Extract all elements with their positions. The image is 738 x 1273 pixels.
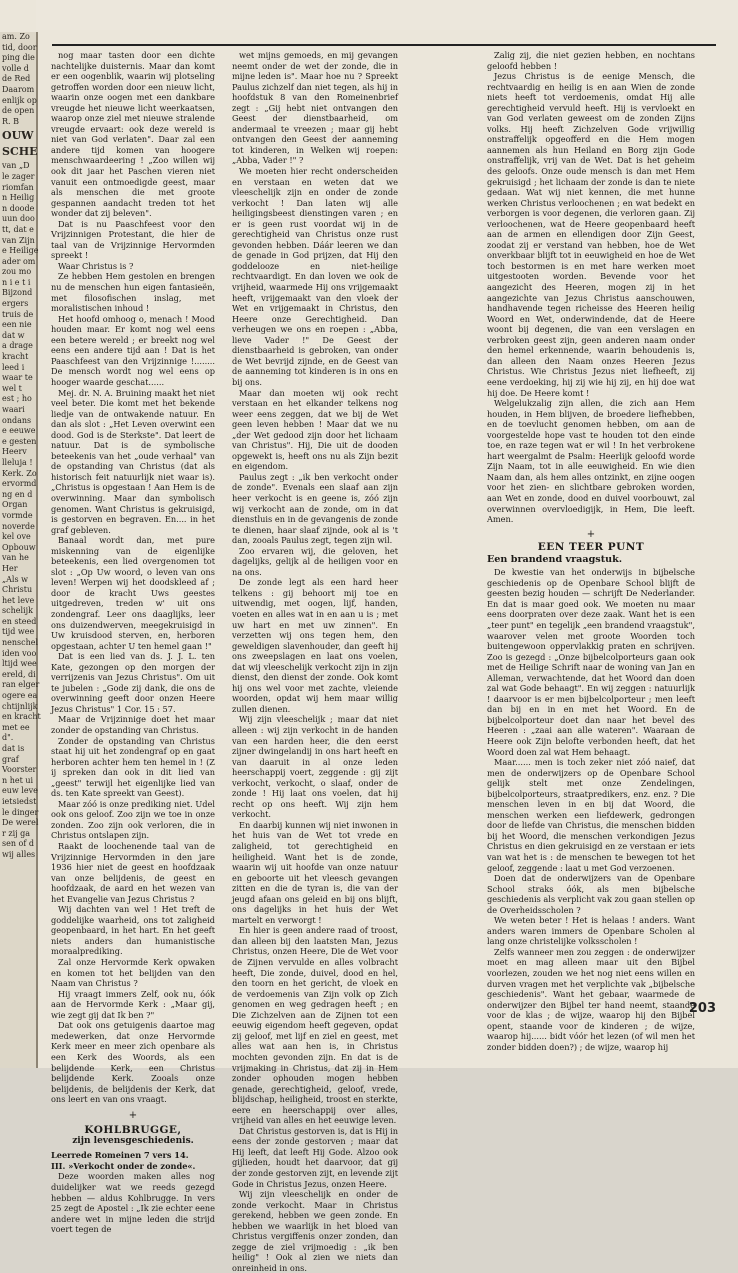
prev-page-fragment: ogere ea [2,691,38,701]
prev-page-fragment: tt, dat e [2,224,34,234]
col1-paragraph: Zonder de opstanding van Christus staat hij uit het zondengraf op en gaat herboren achter hem ten hemel in ! (Z ij spreken dan ook in dit lied van „geest" terwijl het eigenlijke lied van ds. ten Kate spreekt van Geest). [51,735,215,799]
prev-page-fragment: het leve [2,595,35,605]
prev-page-fragment: wij alles [2,849,36,859]
col1-paragraph: Dat ook ons getuigenis daartoe mag medewerken, dat onze Hervormde Kerk meer en meer zich openbare als een Kerk des Woords, als een belijdende Kerk, een Christus belijdende Kerk. Zooals onze belijdenis, de belijdenis der Kerk, dat ons leert en van ons vraagt. [51,1020,215,1105]
prev-page-fragment: SCHE [2,145,38,159]
col1-paragraph: Raakt de loochenende taal van de Vrijzinnige Hervormden in den jare 1936 hier niet de geest en hoofdzaak van onze belijdenis, de geest en hoofdzaak, de aard en het wezen van het Evangelie van Jezus Christus ? [51,841,215,904]
prev-page-fragment: ader om [2,256,36,266]
col1-paragraph: Maar zóó is onze prediking niet. Udel ook ons geloof. Zoo zijn we toe in onze zonden. Zoo zijn ook verloren, die in Christus ontslapen zijn. [51,798,215,841]
prev-page-fragment: lleluja ! [2,457,33,467]
col1-paragraph: Wij dachten van wel ! Het treft de goddelijke waarheid, ons tot zaligheid geopenbaard, in het hart. En het geeft niets anders dan humanistische moraalprediking. [51,904,215,957]
col3-head: Een brandend vraagstuk. [487,553,623,565]
col1-plus: + [128,1109,138,1121]
prev-page-fragment: e Heilige [2,246,39,256]
col2-paragraph: De zonde legt als een hard heer telkens : gij behoort mij toe en uitwendig, met oogen, lijf, handen, voeten en alles wat in en aan u is ; met uw hart en met uw zinnen". En verzetten wij ons tegen hem, den geweldigen slavenhouder, dan geeft hij ons zweepslagen en laat ons voelen, dat wij vleeschelijk verkocht zijn in zijn dienst, den dienst der zonde. Ook komt hij ons wel voor met zachte, vleiende woorden, opdat wij hem maar willig zullen dienen. [232,577,398,714]
col1-paragraph: Maar de Vrijzinnige doet het maar zonder de opstanding van Christus. [51,714,215,735]
prev-page-fragment: est ; ho [2,394,32,404]
prev-page-fragment: ng en d [2,489,33,499]
prev-page-fragment: dat is [2,744,25,753]
prev-page-fragment: van he [2,553,29,563]
prev-page-fragment: R. B [2,116,19,126]
col3-paragraph: Zalig zij, die niet gezien hebben, en nochtans geloofd hebben ! [487,50,695,71]
col1-paragraph: Mej. dr. N. A. Bruining maakt het niet veel beter. Die komt met het bekende liedje van de ontwakende natuur. En dan als slot : „Het Leven overwint een dood. God is de Sterkste". Dat leert de natuur. Dat is de symbolische beteekenis van het „oude verhaal" van de opstanding van Christus (dat als historisch feit natuurlijk niet waar is). „Christus is opgestaan ! Aan Hem is de overwinning. Maar dan symbolisch genomen. Want Christus is gekruisigd, is gestorven en begraven. En.... in het graf gebleven. [51,387,215,535]
col1-paragraph: Ze hebben Hem gestolen en brengen nu de menschen hun eigen fantasieën, met filosofischen inslag, met moralistischen inhoud ! [51,271,215,314]
prev-page-fragment: uun doo [2,214,35,224]
col1-lead: Leerrede Romeinen 7 vers 14. [51,1150,189,1161]
prev-page-fragment: Voorster [2,765,37,775]
col1-h3: zijn levensgeschiedenis. [72,1135,194,1146]
prev-page-fragment: kracht [2,352,29,362]
prev-page-fragment: leed i [2,362,25,372]
prev-page-fragment: noverde [2,521,35,531]
article-column-3 [487,50,695,1052]
prev-page-fragment: ergers [2,299,29,309]
prev-page-fragment: van Zijn [2,235,35,245]
prev-page-fragment: graf [2,754,19,764]
prev-page-fragment: ondans [2,415,32,425]
prev-page-fragment: le zager [2,171,35,181]
prev-page-fragment: ervormd [2,479,37,489]
prev-page-fragment: tid, door [2,42,37,52]
prev-page-fragment: zou mo [2,267,32,277]
col1-paragraph: Hij vraagt immers Zelf, ook nu, óók aan de Hervormde Kerk : „Maar gij, wie zegt gij dat Ik ben ?" [51,988,215,1020]
col3-paragraph: Doen dat de onderwijzers van de Openbare School straks óók, als men bijbelsche geschiedenis als verplicht vak zou gaan stellen op de Overheidsscholen ? [487,873,695,915]
prev-page-fragment: volle d [2,63,29,73]
col3-paragraph: Zelfs wanneer men zou zeggen : de onderwijzer moet en mag alleen maar uit den Bijbel voorlezen, zouden we het nog niet eens willen en durven vragen met het verplichte vak „bijbelsche geschiedenis". Want het gebaar, waarmede de onderwijzer den Bijbel ter hand neemt, staande voor de klas ; de wijze, waarop hij den Bijbel opent, staande voor de kinderen ; de wijze, waarop hij...... bidt vóór het lezen (of wil men het zonder bidden doen?) ; de wijze, waarop hij [487,946,695,1052]
top-margin [36,0,738,30]
prev-page-fragment: en steed [2,616,37,626]
col1-paragraph: Dat is nu Paaschfeest voor den Vrijzinnigen Protestant, die hier de taal van de Vrijzinnige Hervormden spreekt ! [51,218,215,261]
col1-paragraph: Dat is een lied van ds. J. J. L. ten Kate, gezongen op den morgen der verrijzenis van Jezus Christus". Om uit te jubelen : „Gode zij dank, die ons de overwinning geeft door onzen Heere Jezus Christus" 1 Cor. 15 : 57. [51,651,215,714]
prev-page-fragment: am. Zo [2,32,30,41]
prev-page-fragment: kel ove [2,532,31,542]
prev-page-fragment: met ee [2,722,30,732]
col1-paragraph: Banaal wordt dan, met pure miskenning van de eigenlijke beteekenis, een lied overgenomen tot slot : „Op Uw woord, o leven van ons leven! Werpen wij het doodskleed af ; door de kracht Uws geestes uitgedreven, treden w' uit ons zondengraf. Leer ons daaglijks, leer ons duizendwerven, meegekruisigd in Uw kruisdood sterven, en, herboren opgestaan, achter U ten hemel gaan !" [51,535,215,651]
prev-page-fragment: sen of d [2,839,34,849]
prev-page-fragment: n doode [2,203,35,213]
prev-page-fragment: ietsiedst [2,796,37,806]
prev-page-fragment: e eeuwe [2,426,36,436]
prev-page-fragment: dat w [2,330,25,340]
col1-paragraph: Zal onze Hervormde Kerk opwaken en komen tot het belijden van den Naam van Christus ? [51,957,215,989]
col2-paragraph: Maar dan moeten wij ook recht verstaan en het elkander telkens nog weer eens zeggen, dat we bij de Wet geen leven hebben ! Maar dat we nu „der Wet gedood zijn door het lichaam van Christus". Hij, Die uit de dooden opgewekt is, heeft ons nu als Zijn bezit en eigendom. [232,387,398,472]
prev-page-fragment: Heerv [2,447,27,457]
prev-page-fragment: Daarom [2,84,35,94]
prev-page-fragment: een nie [2,320,32,330]
header-rule [52,44,716,46]
prev-page-fragment: n Heilig [2,193,35,203]
col2-paragraph: We moeten hier recht onderscheiden en verstaan en weten dat we vleeschelijk zijn en onder de zonde verkocht ! Dan laten wij alle heiligingsbeest dienstingen varen ; en er is geen rust voordat wij in de gerechtigheid van Christus onze rust gevonden hebben. Dáár leeren we dan de genade in God prijzen, dat Hij den goddelooze en niet-heilige rechtvaardigt. En dan loven we ook de vrijheid, waarmede Hij ons vrijgemaakt heeft, vrijgemaakt van den vloek der Wet en vrijgemaakt in Christus, den Heere onze Gerechtigheid. Dan verheugen we ons en roepen : „Abba, lieve Vader !" De Geest der dienstbaarheid is gebroken, van onder de Wet bevrijd zijnde, en de Geest van de aanneming tot kinderen is in ons en bij ons. [232,166,398,387]
article-column-1 [51,50,215,1235]
prev-page-fragment: „Als w [2,574,28,584]
col2-paragraph: En daarbij kunnen wij niet inwonen in het huis van de Wet tot vrede en zaligheid, tot gerechtigheid en heiligheid. Want het is de zonde, waarin wij uit hoofde van onze natuur en geboorte uit het vleesch gevangen zitten en die de tyran is, die van der jeugd afaan ons geleid en bij ons blijft, ons dagelijks in het huis der Wet martelt en verworgt ! [232,819,398,925]
prev-page-fragment: riomfan [2,182,34,192]
col1-lead: III. »Verkocht onder de zonde«. [51,1160,196,1171]
col1-paragraph: Deze woorden maken alles nog duidelijker wat we reeds gezegd hebben — aldus Kohlbrugge. In vers 25 zegt de Apostel : „Ik zie echter eene andere wet in mijne leden die strijd voert tegen de [51,1171,215,1235]
article-column-2 [232,50,398,1273]
col3-paragraph: Jezus Christus is de eenige Mensch, die rechtvaardig en heilig is en aan Wien de zonde niets heeft tot verdoemenis, omdat Hij alle gerechtigheid vervuld heeft. Hij is vervloekt en van God verlaten geweest om de zonden Zijns volks. Hij heeft Zichzelven Gode vrijwillig onstraffelijk opgeofferd en die Hem mogen aannemen als hun Heiland en Borg zijn Gode onstraffelijk, vrij van de Wet. Dat is het geheim des geloofs. Onze oude mensch is dan met Hem gekruisigd ; het lichaam der zonde is dan te niete gedaan. Wat wij niet kennen, die met hunne werken Christus verloochenen ; en wat bedekt en verborgen is voor degenen, die verloren gaan. Zij verloochenen, wat de Heere geopenbaard heeft aan de armen en ellendigen door Zijn Geest, zoodat zij er verstand van hebben, hoe de Wet onverkbaar blijft tot in eeuwigheid en hoe de Wet toch bestormen is en met hare werken moet uitgestooten worden. Bevende voor het aangezicht des Heeren, mogen zij in het aangezichte van Jezus Christus aanschouwen, handhavende tegen richeisse des Heeren heilig Woord en Wet, onderwindende, dat de Heere woont bij degenen, die van een verslagen en verbroken geest zijn, geen anderen naam onder den hemel erkennende, waarin behoudenis is, dan alleen den Naam onzes Heeren Jezus Christus. Wie Christus Jezus niet liefheeft, zij eene verdoeking, hij zij wie hij zij, en hij doe wat hij doe. De Heere komt ! [487,71,695,398]
prev-page-fragment: ran elger [2,680,40,690]
page-number: 203 [688,1001,716,1016]
prev-page-fragment: ltijd wee [2,659,37,669]
prev-page-fragment: Organ [2,500,28,510]
prev-page-fragment: tijd wee [2,627,35,637]
col1-paragraph: Het hoofd omhoog o, menach ! Mood houden maar. Er komt nog wel eens een betere wereld ; er breekt nog wel eens een andere tijd aan ! Dat is het Paaschfeest van den Vrijzinnige !........ De mensch wordt nog wel eens op hooger waarde geschat...... [51,313,215,387]
col2-paragraph: Zoo ervaren wij, die geloven, het dagelijks, gelijk al de heiligen voor en na ons. [232,545,398,577]
col2-paragraph: Dat Christus gestorven is, dat is Hij in eens der zonde gestorven ; maar dat Hij leeft, dat leeft Hij Gode. Alzoo ook gijlieden, houdt het daarvoor, dat gij der zonde gestorven zijt, en levende zijt Gode in Christus Jezus, onzen Heere. [232,1125,399,1189]
col2-paragraph: Wij zijn vleeschelijk en onder de zonde verkocht. Maar in Christus gerekend, hebben we geen zonde. En hebben we waarlijk in het bloed van Christus vergiffenis onzer zonden, dan zegge de ziel vrijmoedig : „ik ben heilig" ! Ook al zien we niets dan onreinheid in ons. [232,1189,398,1273]
col3-paragraph: De kwestie van het onderwijs in bijbelsche geschiedenis op de Openbare School blijft de geesten bezig houden — schrijft De Nederlander. En dat is maar goed ook. We moeten nu maar eens doorpraten over deze zaak. Want het is een „teer punt" en tegelijk „een brandend vraagstuk", waarover velen met groote Woorden toch buitengewoon oppervlakkig praten en schrijven. Zoo is gezegd : „Onze bijbelcolporteurs gaan ook met de Heilige Schrift naar de woning van Jan en Alleman, verwachtende, dat het Woord dan doen zal wat Gode behaagt". En wij zeggen : natuurlijk ! daarvoor is er men bijbelcolporteur ; men leeft dan bij en in en met het Woord. En de bijbelcolporteur doet dan naar het bevel des Heeren : „zaai aan alle wateren". Waaraan de Heere ook Zijn belofte verbonden heeft, dat het Woord doen zal wat Hem behaagt. [487,567,695,757]
prev-page-fragment: euw leve [2,786,38,796]
prev-page-fragment: vormde [2,510,33,520]
prev-page-fragment: enlijk op [2,95,37,105]
col3-h2: EEN TEER PUNT [537,541,645,554]
col2-paragraph: wet mijns gemoeds, en mij gevangen neemt onder de wet der zonde, die in mijne leden is". Maar hoe nu ? Spreekt Paulus zichzelf dan niet tegen, als hij in hoofdstuk 8 van den Romeinenbrief zegt : „Gij hebt niet ontvangen den Geest der dienstbaarheid, om andermaal te vreezen ; maar gij hebt ontvangen den Geest der aanneming tot kinderen, in Welken wij roepen: „Abba, Vader !" ? [232,50,398,166]
prev-page-fragment: Bijzond [2,288,33,298]
prev-page-fragment: waar te [2,373,33,383]
prev-page-fragment: waari [2,405,25,414]
col2-paragraph: Wij zijn vleeschelijk ; maar dat niet alleen : wij zijn verkocht in de handen van een harden heer, die den eerst zijner dwingelandij in ons hart heeft en van daaruit in al onze leden heerschappij voert, zeggende : gij zijt verkocht, verkocht, o slaaf, onder de zonde ! Hij laat ons voelen, dat hij recht op ons heeft. Wij zijn hem verkocht. [232,714,398,820]
col2-paragraph: Paulus zegt : „ik ben verkocht onder de zonde". Evenals een slaaf aan zijn heer verkocht is en geene is, zóó zijn wij verkocht aan de zonde, om in dat dienstluis en in de gevangenis de zonde te dienen, haar slaaf zijnde, ook al is 't dan, zooals Paulus zegt, tegen zijn wil. [232,471,398,546]
prev-page-fragment: Christu [2,585,33,595]
prev-page-fragment: de open [2,106,35,116]
prev-page-fragment: d". [2,733,14,743]
prev-page-fragment: n het ui [2,775,34,785]
prev-page-fragment: iden voo [2,648,37,658]
prev-page-fragment: ping die [2,53,35,63]
prev-page-fragment: r zij ga [2,828,31,838]
prev-page-fragment: n i e t i [2,277,31,287]
prev-page-fragment: Kerk. Zo [2,468,37,478]
col1-paragraph: nog maar tasten door een dichte nachtelijke duisternis. Maar dan komt er een oogenblik, waarin wij plotseling getroffen worden door een nieuw licht, waarin onze oogen met een dankbare vreugde het nieuwe licht weerkaatsen, waarop onze ziel met nieuwe stralende vreugde ervaart: ook deze wereld is niet van God verlaten". Daar zal een andere tijd komen van hoogere menschwaardeering ! „Zoo willen wij ook dit jaar het Paschen vieren niet vanuit een ontmoedigde geest, maar als menschen die met groote gespannen aandacht treden tot het wonder dat zij beleven". [51,50,215,219]
prev-page-fragment: le dinger [2,807,39,817]
col3-paragraph: Welgelukzalig zijn allen, die zich aan Hem houden, in Hem blijven, de broedere liefhebben, en de toevlucht genomen hebben, om aan de voorgestelde hope vast te houden tot den einde toe, en raze tegen wat er wil ! In het verbrokene hart weergalmt de Psalm: Heerlijk geloofd worde Zijn Naam, tot in alle eeuwigheid. En wie dien Naam dan, als hem alles ontzinkt, en zijne oogen voor het zien- en slichtbare gebroken worden, aan Wet en zonde, dood en duivel voorbouwt, zal overwinnen overvloedigijk, in Hem, Die leeft. Amen. [487,398,695,525]
prev-page-fragment: wel t [2,383,22,393]
col3-paragraph: We weten beter ! Het is helaas ! anders. Want anders waren immers de Openbare Scholen al lang onze christelijke volksscholen ! [487,915,695,947]
prev-page-fragment: Her [2,563,18,573]
previous-page-edge [0,32,41,1068]
col3-paragraph: Maar...... men is toch zeker niet zóó naief, dat men de onderwijzers op de Openbare School gelijk stelt met onze Zendelingen, bijbelcolporteurs, straatpredikers, enz. enz. ? Die menschen leven in en bij dat Woord, die menschen werken een liefdewerk, gedrongen door de liefde van Christus, die menschen bidden bij het Woord, die menschen verkondigen Jezus Christus en dien gekruisigd en ze verstaan er iets van wat het is : de menschen te bewegen tot het geloof, zeggende : laat u met God verzoenen. [487,757,695,873]
prev-page-fragment: OUW [2,129,34,143]
prev-page-fragment: schelijk [2,606,33,616]
prev-page-fragment: a drage [2,341,33,351]
prev-page-fragment: en kracht [2,712,41,722]
prev-page-fragment: Opbouw [2,542,36,552]
prev-page-fragment: chtijnlijk [2,701,38,711]
prev-page-fragment: De werel [2,818,39,828]
prev-page-fragment: truis de [2,309,34,319]
prev-page-fragment: de Red [2,74,31,84]
prev-page-fragment: e gesten [2,436,37,446]
col1-h2: KOHLBRUGGE, [84,1124,182,1137]
prev-page-fragment: ereld, di [2,669,36,679]
prev-page-fragment: nenschel [2,638,39,648]
col2-paragraph: En hier is geen andere raad of troost, dan alleen bij den laatsten Man, Jezus Christus, onzen Heere, Die de Wet voor de Zijnen vervulde en alles volbracht heeft, Die zonde, duivel, dood en hel, den toorn en het gericht, de vloek en de verdoemenis van Zijn volk op Zich genomen en weg gedragen heeft ; en Die Zichzelven aan de Zijnen tot een eeuwig eigendom heeft gegeven, opdat zij geloof, met lijf en ziel en geest, met alles wat aan hen is, in Christus mochten gevonden zijn. En dat is de vrijmaking in Christus, dat zij in Hem zonder ophouden mogen hebben genade, gerechtigheid, geloof, vrede, blijdschap, heiligheid, troost en sterkte, eere en heerschappij over alles, vrijheid van alles en het eeuwige leven. [232,925,398,1126]
col3-plus: + [586,528,596,540]
prev-page-fragment: van „D [2,161,30,171]
col1-paragraph: Waar Christus is ? [58,260,134,271]
